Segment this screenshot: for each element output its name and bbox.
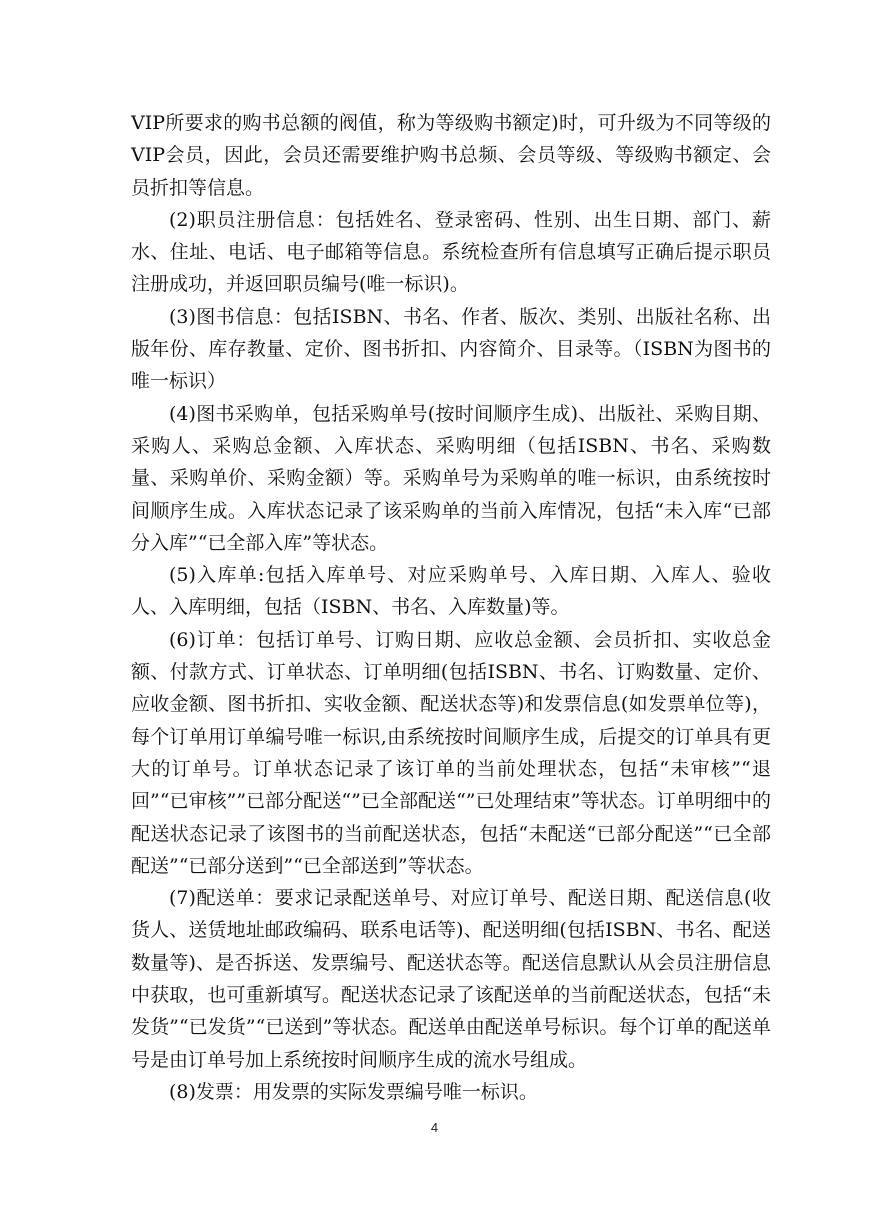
paragraph-purchase-order: (4)图书采购单，包括采购单号(按时间顺序生成)、出版社、采购目期、采购人、采购总金额、入库状态、采购明细（包括ISBN、书名、采购数量、采购单价、采购金额）等。采购单号为采购单的唯一标识，由系统按时间顺序生成。入库状态记录了该采购单的当前入库情况，包括“未入库“已部分入库”“已全部入库”等状态。 bbox=[131, 402, 771, 554]
paragraph-warehouse-receipt: (5)入库单:包括入库单号、对应采购单号、入库日期、入库人、验收人、入库明细，包括（ISBN、书名、入库数量)等。 bbox=[131, 564, 771, 619]
paragraph-vip-continuation: VIP所要求的购书总额的阀值，称为等级购书额定)时，可升级为不同等级的VIP会员，因此，会员还需要维护购书总频、会员等级、等级购书额定、会员折扣等信息。 bbox=[131, 112, 771, 199]
paragraph-book-info: (3)图书信息：包括ISBN、书名、作者、版次、类别、出版社名称、出版年份、库存教量、定价、图书折扣、内容简介、目录等。（ISBN为图书的唯一标识） bbox=[131, 305, 771, 393]
paragraph-staff-registration: (2)职员注册信息：包括姓名、登录密码、性别、出生日期、部门、薪水、住址、电话、电子邮箱等信息。系统检查所有信息填写正确后提示职员注册成功，并返回职员编号(唯一标识)。 bbox=[131, 208, 771, 296]
paragraph-order: (6)订单：包括订单号、订购日期、应收总金额、会员折扣、实收总金额、付款方式、订单状态、订单明细(包括ISBN、书名、订购数量、定价、应收金额、图书折扣、实收金额、配送状态等)和发票信息(如发票单位等)，每个订单用订单编号唯一标识,由系统按时间顺序生成，后提交的订单具有更大的订单号。订单状态记录了该订单的当前处理状态，包括“未审核”“退回”“已审核””已部分配送“”已全部配送“”已处理结束”等状态。订单明细中的配送状态记录了该图书的当前配送状态，包括“未配送“已部分配送”“已全部配送”“已部分送到”“已全部送到”等状态。 bbox=[131, 628, 771, 877]
page-number: 4 bbox=[430, 1120, 439, 1135]
paragraph-invoice: (8)发票：用发票的实际发票编号唯一标识。 bbox=[169, 1080, 538, 1103]
paragraph-delivery-note: (7)配送单：要求记录配送单号、对应订单号、配送日期、配送信息(收货人、送赁地址邮政编码、联系电话等)、配送明细(包括ISBN、书名、配送数量等)、是否拆送、发票编号、配送状态等。配送信息默认从会员注册信息中获取，也可重新填写。配送状态记录了该配送单的当前配送状态，包括“未发货”“已发货”“已送到”等状态。配送单由配送单号标识。每个订单的配送单号是由订单号加上系统按时间顺序生成的流水号组成。 bbox=[131, 887, 771, 1071]
document-body bbox=[131, 107, 771, 1108]
